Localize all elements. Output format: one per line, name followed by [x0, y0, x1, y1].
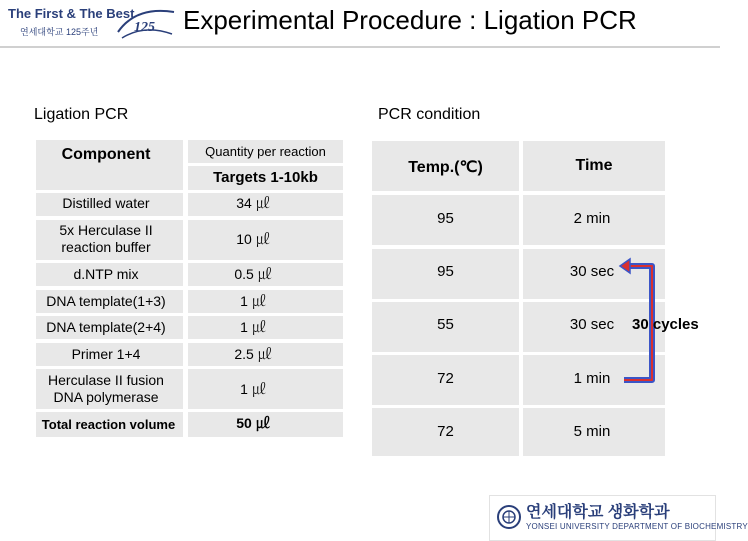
quantity-value: 1 ㎕	[240, 319, 266, 335]
component-label: Distilled water	[62, 195, 150, 211]
temp-value: 95	[437, 210, 454, 227]
time-value: 2 min	[573, 210, 611, 227]
temp-value: 72	[437, 423, 454, 440]
total-label: Total reaction volume	[41, 417, 176, 432]
title-divider	[0, 46, 720, 48]
anniversary-text: 연세대학교 125주년	[20, 27, 99, 37]
component-label: 5x Herculase II reaction buffer	[59, 222, 153, 255]
university-seal-icon	[497, 505, 521, 529]
component-label: Herculase II fusion DNA polymerase	[48, 372, 164, 405]
time-value: 30 sec	[569, 316, 615, 333]
ligation-pcr-label: Ligation PCR	[34, 106, 129, 123]
quantity-value: 2.5 ㎕	[234, 346, 272, 362]
targets-subheader: Targets 1-10kb	[213, 169, 318, 186]
component-header: Component	[61, 146, 151, 163]
temp-value: 55	[437, 316, 454, 333]
time-header: Time	[575, 157, 613, 174]
quantity-value: 1 ㎕	[240, 293, 266, 309]
anniversary-emblem-icon	[114, 4, 178, 44]
time-value: 30 sec	[569, 263, 615, 280]
quantity-header: Quantity per reaction	[205, 144, 326, 159]
page-title: Experimental Procedure : Ligation PCR	[183, 5, 637, 35]
temp-header: Temp.(℃)	[408, 159, 483, 176]
component-label: Primer 1+4	[71, 346, 141, 362]
total-value: 50 ㎕	[236, 415, 270, 431]
quantity-value: 0.5 ㎕	[234, 266, 272, 282]
university-slogan: The First & The Best	[8, 6, 135, 21]
time-value: 1 min	[573, 370, 611, 387]
component-label: DNA template(2+4)	[46, 319, 166, 335]
time-value: 5 min	[573, 423, 611, 440]
cycles-label: 30 cycles	[632, 316, 699, 333]
quantity-value: 34 ㎕	[236, 195, 270, 211]
temp-value: 95	[437, 263, 454, 280]
quantity-value: 10 ㎕	[236, 231, 270, 247]
quantity-value: 1 ㎕	[240, 381, 266, 397]
component-label: DNA template(1+3)	[46, 293, 166, 309]
component-label: d.NTP mix	[73, 266, 139, 282]
temp-value: 72	[437, 370, 454, 387]
department-name-english: YONSEI UNIVERSITY DEPARTMENT OF BIOCHEMISTRY	[526, 522, 748, 531]
svg-text:125: 125	[134, 20, 155, 35]
department-name-korean: 연세대학교 생화학과	[526, 504, 670, 521]
pcr-condition-label: PCR condition	[378, 106, 481, 123]
